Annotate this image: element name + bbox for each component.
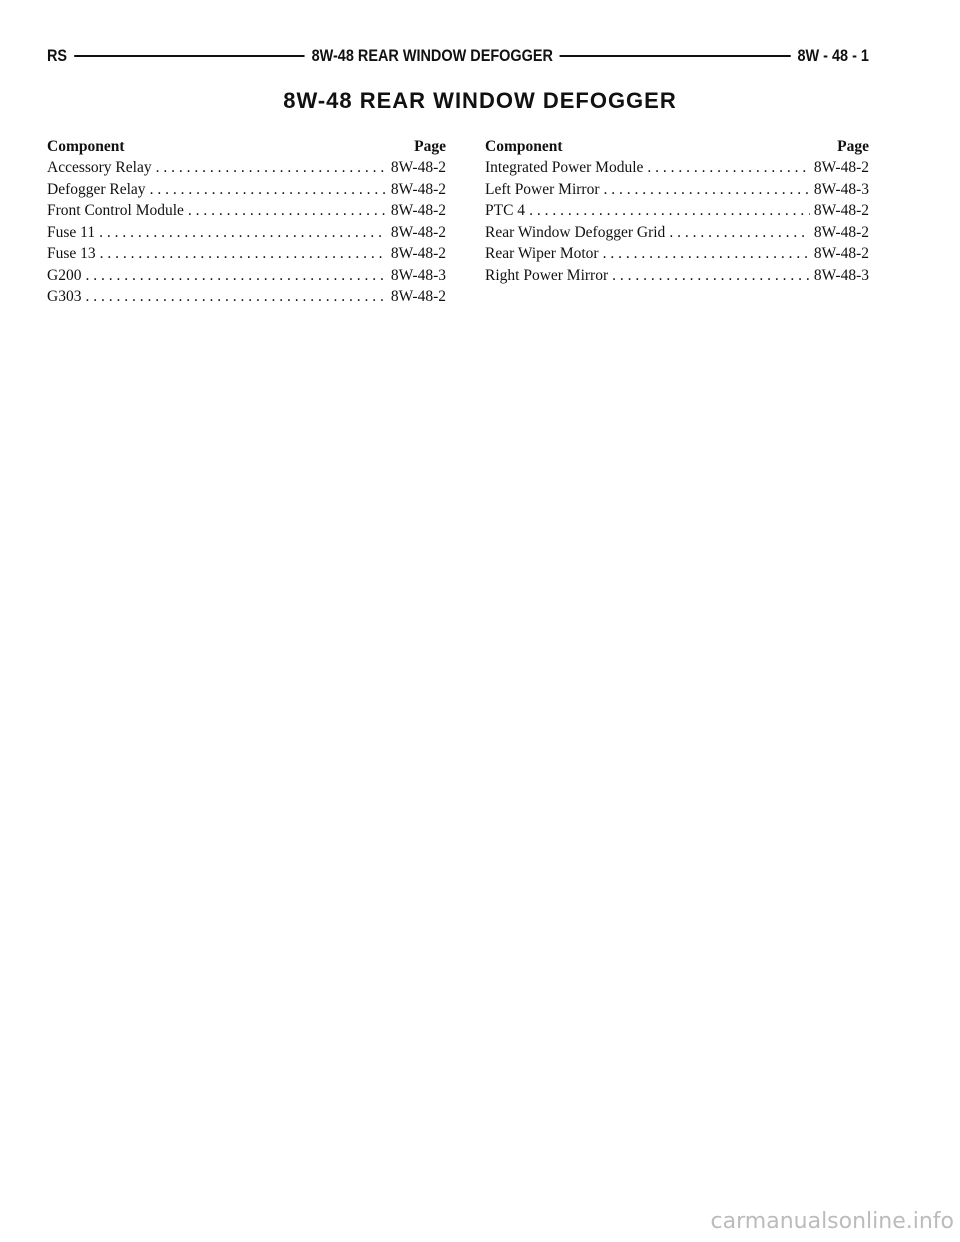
component-name: Right Power Mirror <box>485 266 609 284</box>
page-ref: 8W-48-3 <box>390 266 446 284</box>
index-header <box>47 136 446 158</box>
header-left: RS <box>47 46 68 65</box>
page-ref: 8W-48-2 <box>813 159 869 177</box>
dot-leader <box>669 224 810 242</box>
page-ref: 8W-48-2 <box>390 245 446 263</box>
component-name: PTC 4 <box>485 202 526 220</box>
index-entry <box>485 265 869 287</box>
component-name: Rear Window Defogger Grid <box>485 223 666 241</box>
index-entry <box>485 179 869 201</box>
page-ref: 8W-48-2 <box>390 223 446 241</box>
index-entry <box>485 201 869 223</box>
dot-leader <box>100 245 387 263</box>
index-entry <box>47 222 446 244</box>
page-ref: 8W-48-3 <box>813 180 869 198</box>
component-heading: Component <box>47 137 125 155</box>
component-name: G303 <box>47 288 82 306</box>
component-name: Front Control Module <box>47 202 184 220</box>
index-entry <box>485 222 869 244</box>
dot-leader <box>604 181 810 199</box>
page-heading: Page <box>837 137 869 155</box>
dot-leader <box>188 202 387 220</box>
page-ref: 8W-48-2 <box>390 288 446 306</box>
component-name: G200 <box>47 266 82 284</box>
page-title: 8W-48 REAR WINDOW DEFOGGER <box>283 88 677 113</box>
page-heading: Page <box>414 137 446 155</box>
index-entry <box>47 158 446 180</box>
component-name: Accessory Relay <box>47 159 152 177</box>
index-entry <box>47 287 446 309</box>
page-ref: 8W-48-2 <box>390 180 446 198</box>
running-header <box>47 44 869 68</box>
dot-leader <box>156 159 387 177</box>
component-name: Fuse 13 <box>47 245 96 263</box>
dot-leader <box>647 159 809 177</box>
page-ref: 8W-48-2 <box>813 202 869 220</box>
component-name: Left Power Mirror <box>485 180 600 198</box>
index-header <box>485 136 869 158</box>
page-ref: 8W-48-2 <box>813 245 869 263</box>
index-left <box>47 136 446 308</box>
dot-leader <box>99 224 387 242</box>
index-right <box>485 136 869 287</box>
header-rule <box>560 55 791 57</box>
component-name: Rear Wiper Motor <box>485 245 599 263</box>
index-entry <box>47 179 446 201</box>
watermark: carmanualsonline.info <box>710 1209 954 1234</box>
component-name: Integrated Power Module <box>485 159 644 177</box>
page-ref: 8W-48-2 <box>813 223 869 241</box>
header-page: 8W - 48 - 1 <box>797 46 869 65</box>
dot-leader <box>85 267 386 285</box>
page-ref: 8W-48-2 <box>390 202 446 220</box>
component-heading: Component <box>485 137 563 155</box>
dot-leader <box>85 288 386 306</box>
index-entry <box>47 244 446 266</box>
component-name: Fuse 11 <box>47 223 96 241</box>
page-ref: 8W-48-2 <box>390 159 446 177</box>
page-ref: 8W-48-3 <box>813 266 869 284</box>
dot-leader <box>612 267 810 285</box>
dot-leader <box>603 245 810 263</box>
index-entry <box>485 158 869 180</box>
index-entry <box>47 265 446 287</box>
dot-leader <box>529 202 810 220</box>
header-center: 8W-48 REAR WINDOW DEFOGGER <box>311 46 553 65</box>
header-rule <box>74 55 305 57</box>
index-entry <box>47 201 446 223</box>
index-entry <box>485 244 869 266</box>
component-name: Defogger Relay <box>47 180 146 198</box>
dot-leader <box>150 181 387 199</box>
